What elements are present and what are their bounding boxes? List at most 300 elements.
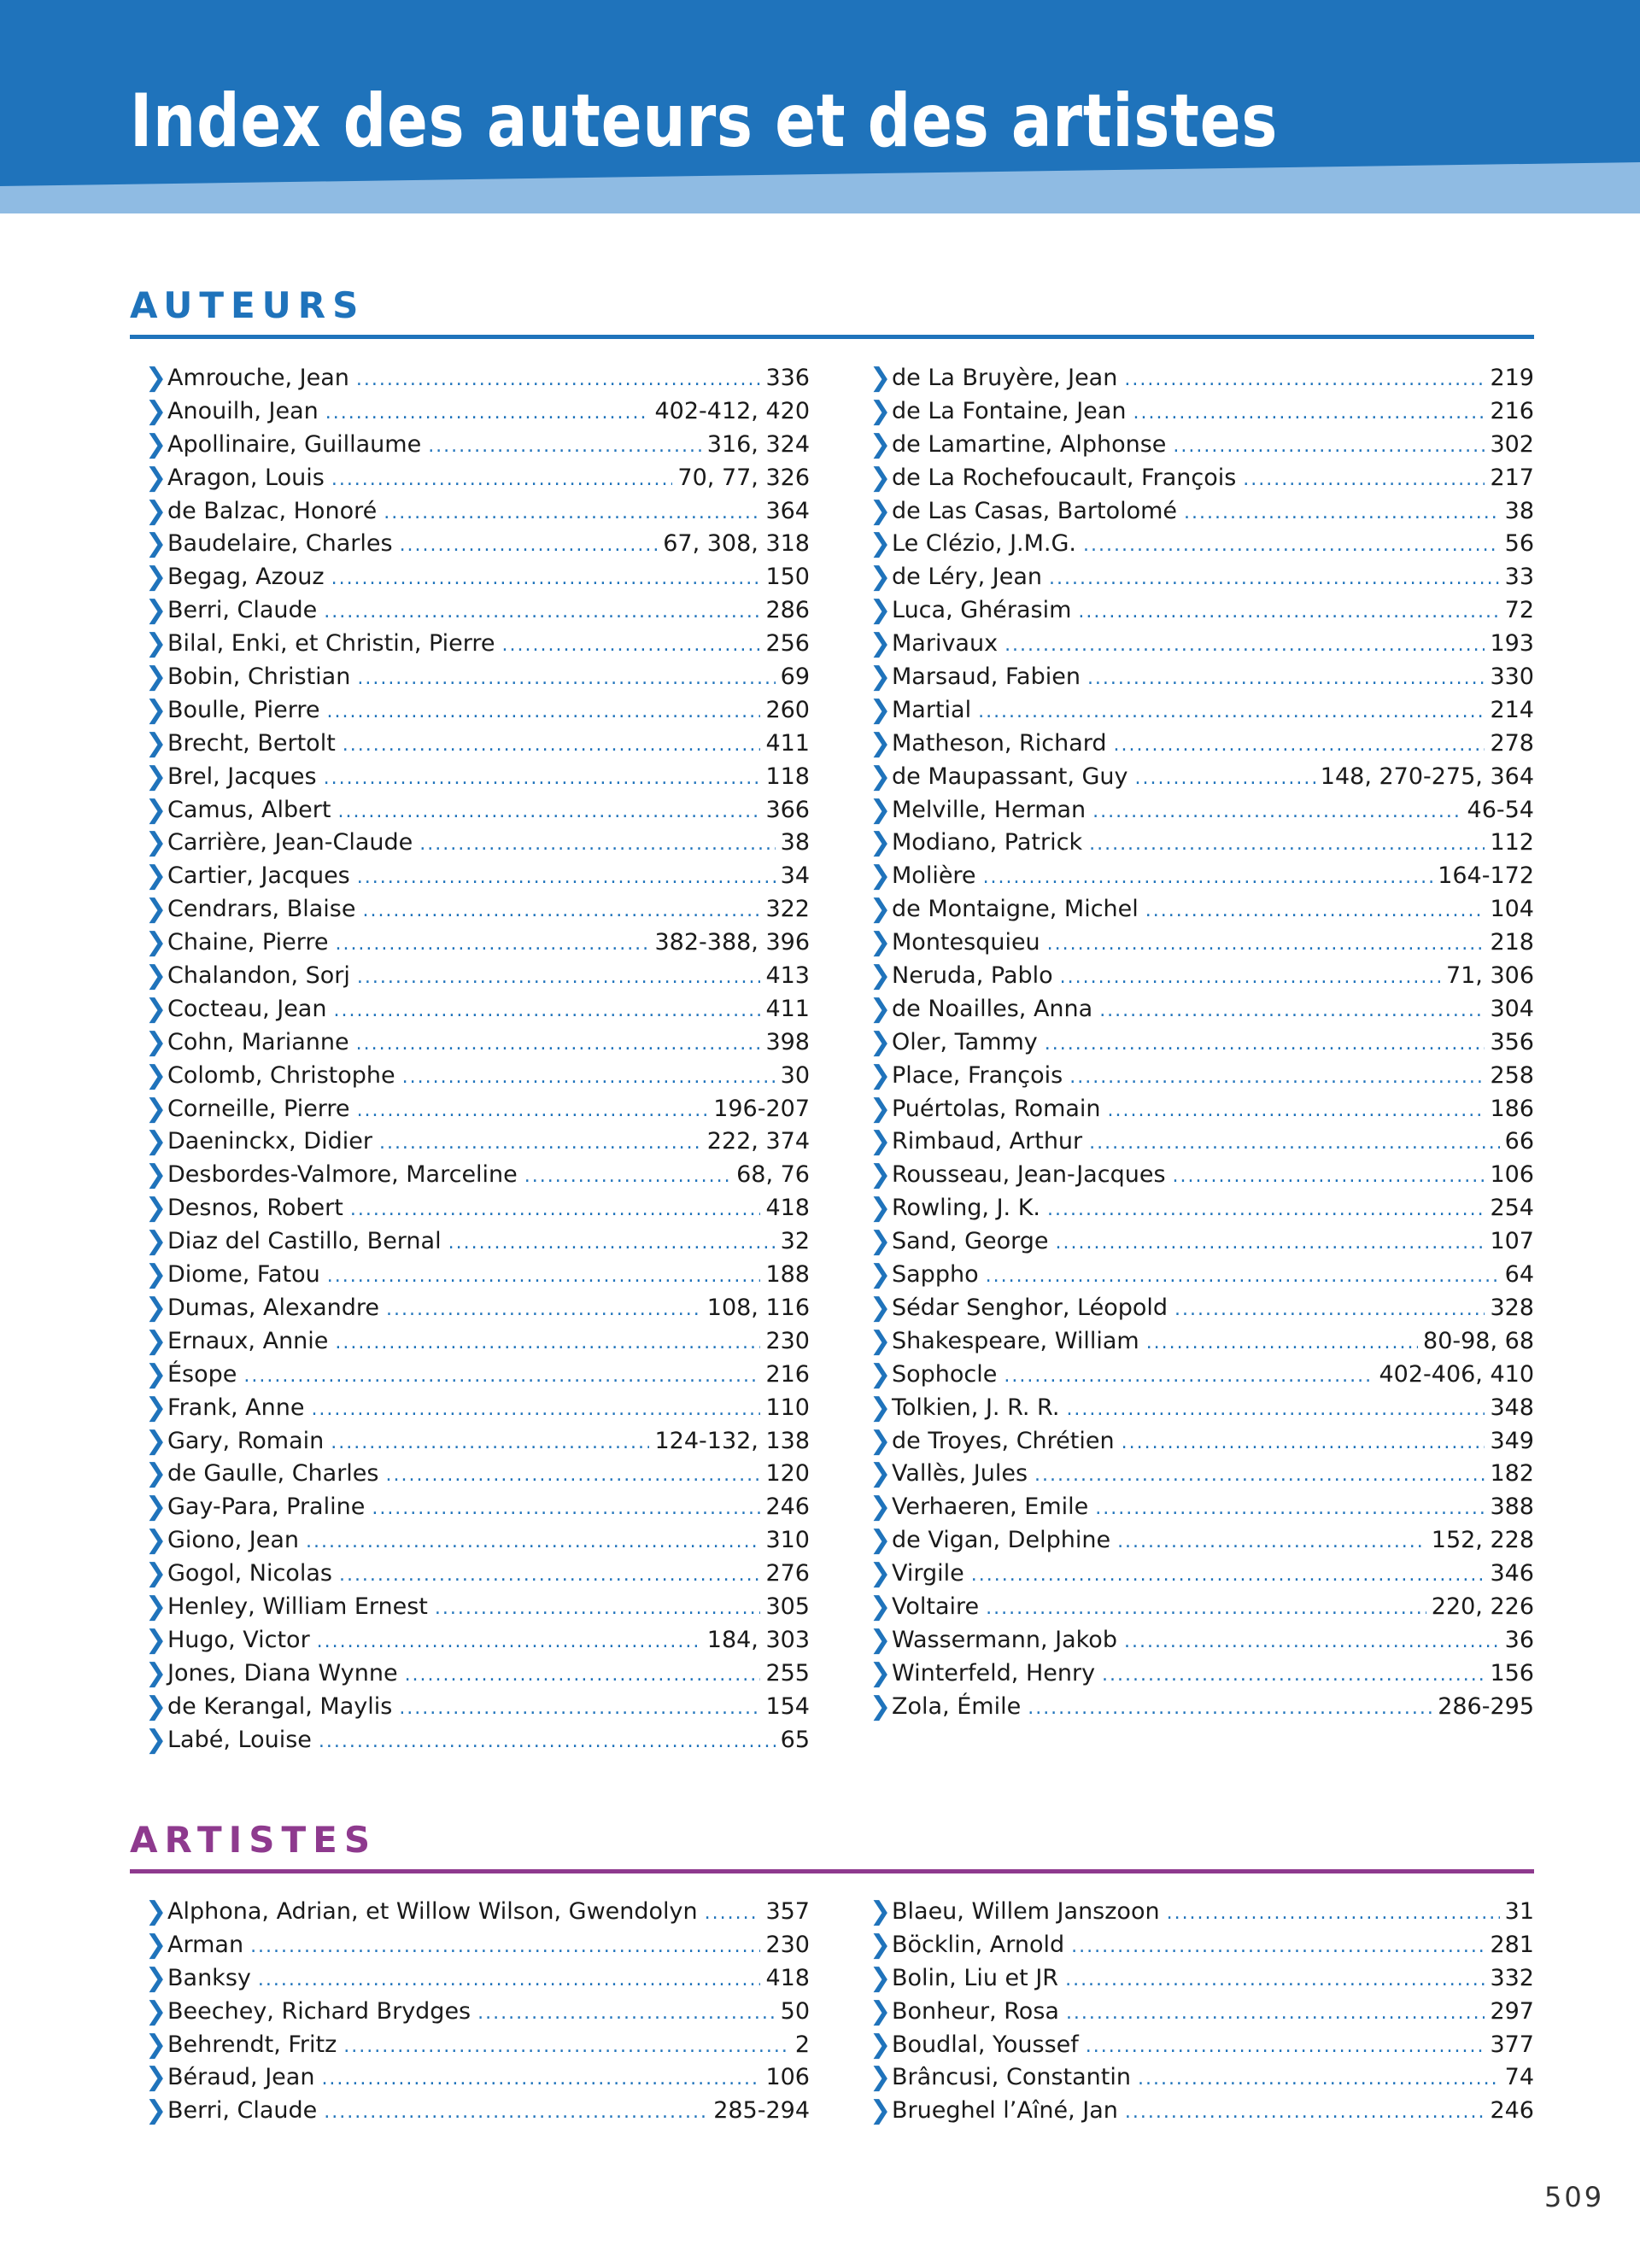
dot-leader xyxy=(357,1095,709,1126)
index-entry-row xyxy=(167,1657,810,1691)
entry-name: Ésope xyxy=(167,1360,237,1388)
entry-name: Blaeu, Willem Janszoon xyxy=(892,1898,1160,1925)
dot-leader xyxy=(1099,995,1485,1026)
chevron-right-icon: ❯ xyxy=(870,1525,892,1556)
index-entry xyxy=(854,2029,1534,2062)
chevron-right-icon: ❯ xyxy=(870,1060,892,1090)
index-entry-row xyxy=(892,661,1534,694)
index-entry xyxy=(854,429,1534,462)
entry-pages: 411 xyxy=(765,995,810,1022)
entry-name: Molière xyxy=(892,862,976,890)
index-entry-row xyxy=(167,1392,810,1425)
chevron-right-icon: ❯ xyxy=(870,1126,892,1157)
index-entry-row xyxy=(167,2061,810,2095)
index-entry-row xyxy=(892,1558,1534,1591)
chevron-right-icon: ❯ xyxy=(870,1160,892,1190)
index-entry-row xyxy=(167,1558,810,1591)
entry-pages: 411 xyxy=(765,729,810,757)
entry-pages: 256 xyxy=(765,630,810,658)
entry-pages: 148, 270-275, 364 xyxy=(1320,763,1534,790)
entry-pages: 74 xyxy=(1504,2064,1534,2091)
chevron-right-icon: ❯ xyxy=(870,1193,892,1224)
dot-leader xyxy=(386,1294,702,1325)
entry-pages: 230 xyxy=(765,1327,810,1354)
entry-name: Bobin, Christian xyxy=(167,663,351,691)
entry-name: Behrendt, Fritz xyxy=(167,2031,337,2058)
chevron-right-icon: ❯ xyxy=(145,1624,167,1655)
index-entry xyxy=(130,761,810,794)
index-entry-row xyxy=(892,1896,1534,1929)
index-entry-row xyxy=(167,594,810,628)
dot-leader xyxy=(1066,1394,1485,1425)
entry-name: de Kerangal, Maylis xyxy=(167,1692,393,1720)
index-entry-row xyxy=(167,462,810,495)
dot-leader xyxy=(1089,1127,1499,1159)
index-entry-row xyxy=(892,2095,1534,2128)
index-entry-row xyxy=(167,761,810,794)
chevron-right-icon: ❯ xyxy=(145,1292,167,1323)
entry-name: Aragon, Louis xyxy=(167,464,325,491)
entry-name: Begag, Azouz xyxy=(167,564,325,591)
index-entry-row xyxy=(892,1624,1534,1657)
index-entry xyxy=(130,1724,810,1757)
index-entry-row xyxy=(167,1724,810,1757)
index-entry-row xyxy=(167,1691,810,1724)
entry-pages: 305 xyxy=(765,1593,810,1620)
entry-pages: 118 xyxy=(765,763,810,790)
index-entry xyxy=(130,1896,810,1929)
chevron-right-icon: ❯ xyxy=(145,595,167,626)
dot-leader xyxy=(317,1626,702,1657)
index-entry-row xyxy=(892,462,1534,495)
chevron-right-icon: ❯ xyxy=(870,1492,892,1523)
index-entry xyxy=(854,1026,1534,1060)
chevron-right-icon: ❯ xyxy=(145,1026,167,1057)
dot-leader xyxy=(524,1160,731,1192)
chevron-right-icon: ❯ xyxy=(145,1657,167,1688)
index-entry-row xyxy=(892,1292,1534,1325)
chevron-right-icon: ❯ xyxy=(870,761,892,792)
entry-pages: 304 xyxy=(1490,995,1534,1022)
entry-pages: 357 xyxy=(765,1898,810,1925)
index-entry-row xyxy=(167,993,810,1026)
entry-name: Jones, Diana Wynne xyxy=(167,1659,398,1686)
dot-leader xyxy=(357,962,761,993)
dot-leader xyxy=(1184,497,1500,529)
entry-pages: 2 xyxy=(794,2031,810,2058)
dot-leader xyxy=(250,1931,760,1962)
index-entry xyxy=(130,1392,810,1425)
dot-leader xyxy=(327,1260,761,1292)
entry-name: Cocteau, Jean xyxy=(167,995,327,1022)
index-entry xyxy=(854,926,1534,960)
entry-pages: 67, 308, 318 xyxy=(663,530,810,558)
entry-pages: 50 xyxy=(780,1997,810,2025)
entry-name: Montesquieu xyxy=(892,929,1040,956)
chevron-right-icon: ❯ xyxy=(145,1525,167,1556)
index-entry-row xyxy=(892,794,1534,827)
chevron-right-icon: ❯ xyxy=(145,1126,167,1157)
index-entry xyxy=(130,1325,810,1359)
chevron-right-icon: ❯ xyxy=(145,861,167,891)
entry-pages: 364 xyxy=(765,497,810,524)
index-entry xyxy=(130,794,810,827)
dot-leader xyxy=(986,1593,1426,1624)
index-entry xyxy=(854,462,1534,495)
dot-leader xyxy=(306,1526,760,1558)
entry-pages: 164-172 xyxy=(1438,862,1534,890)
entry-pages: 186 xyxy=(1490,1095,1534,1122)
index-entry-row xyxy=(892,2029,1534,2062)
entry-pages: 33 xyxy=(1504,564,1534,591)
index-entry-row xyxy=(167,926,810,960)
entry-pages: 112 xyxy=(1490,829,1534,856)
chevron-right-icon: ❯ xyxy=(145,1160,167,1190)
entry-pages: 297 xyxy=(1490,1997,1534,2025)
index-entry-row xyxy=(167,860,810,893)
index-entry xyxy=(854,1458,1534,1491)
index-entry-row xyxy=(892,1392,1534,1425)
index-entry xyxy=(130,1591,810,1624)
chevron-right-icon: ❯ xyxy=(870,827,892,858)
dot-leader xyxy=(405,1659,761,1691)
index-entry-row xyxy=(892,1524,1534,1558)
chevron-right-icon: ❯ xyxy=(145,1492,167,1523)
chevron-right-icon: ❯ xyxy=(145,1325,167,1356)
chevron-right-icon: ❯ xyxy=(870,927,892,958)
index-entry-row xyxy=(167,362,810,395)
entry-name: Le Clézio, J.M.G. xyxy=(892,530,1077,558)
dot-leader xyxy=(1045,1028,1485,1060)
index-entry xyxy=(130,1691,810,1724)
entry-name: Beechey, Richard Brydges xyxy=(167,1997,472,2025)
dot-leader xyxy=(311,1394,760,1425)
dot-leader xyxy=(1028,1692,1432,1724)
dot-leader xyxy=(331,563,761,594)
entry-name: de Las Casas, Bartolomé xyxy=(892,497,1178,524)
entry-pages: 348 xyxy=(1490,1394,1534,1421)
index-entry xyxy=(130,893,810,926)
index-entry xyxy=(854,827,1534,860)
entry-name: Böcklin, Arnold xyxy=(892,1931,1065,1958)
index-entry-row xyxy=(167,1325,810,1359)
entry-name: Baudelaire, Charles xyxy=(167,530,393,558)
page-title: Index des auteurs et des artistes xyxy=(130,79,1279,164)
index-entry xyxy=(854,661,1534,694)
entry-name: Béraud, Jean xyxy=(167,2064,315,2091)
dot-leader xyxy=(324,596,760,628)
entry-pages: 332 xyxy=(1490,1964,1534,1991)
chevron-right-icon: ❯ xyxy=(145,761,167,792)
entry-pages: 106 xyxy=(1490,1161,1534,1189)
index-entry-row xyxy=(892,1125,1534,1159)
index-entry xyxy=(130,528,810,561)
entry-name: Henley, William Ernest xyxy=(167,1593,428,1620)
dot-leader xyxy=(1065,1964,1485,1996)
index-entry-row xyxy=(167,1359,810,1392)
index-entry-row xyxy=(167,1225,810,1259)
entry-pages: 222, 374 xyxy=(706,1128,810,1155)
index-entry-row xyxy=(167,1962,810,1996)
index-entry-row xyxy=(892,628,1534,661)
dot-leader xyxy=(1056,1227,1485,1259)
entry-name: Desbordes-Valmore, Marceline xyxy=(167,1161,518,1189)
chevron-right-icon: ❯ xyxy=(870,2096,892,2126)
entry-pages: 65 xyxy=(780,1726,810,1753)
index-entry xyxy=(854,1929,1534,1962)
entry-name: Neruda, Pablo xyxy=(892,962,1053,990)
entry-name: Puértolas, Romain xyxy=(892,1095,1101,1122)
dot-leader xyxy=(357,663,775,694)
entry-pages: 56 xyxy=(1504,530,1534,558)
dot-leader xyxy=(1243,464,1485,495)
entry-pages: 413 xyxy=(765,962,810,990)
entry-name: Colomb, Christophe xyxy=(167,1061,395,1089)
entry-pages: 346 xyxy=(1490,1560,1534,1587)
index-entry xyxy=(130,1259,810,1292)
index-entry-row xyxy=(892,395,1534,429)
dot-leader xyxy=(258,1964,761,1996)
chevron-right-icon: ❯ xyxy=(870,495,892,526)
artistes-list-left xyxy=(130,1896,810,2128)
chevron-right-icon: ❯ xyxy=(870,1425,892,1456)
index-entry xyxy=(130,694,810,728)
index-entry xyxy=(854,395,1534,429)
entry-pages: 110 xyxy=(765,1394,810,1421)
entry-pages: 80-98, 68 xyxy=(1423,1327,1534,1354)
chevron-right-icon: ❯ xyxy=(870,1026,892,1057)
index-entry-row xyxy=(167,2095,810,2128)
index-entry xyxy=(854,1691,1534,1724)
chevron-right-icon: ❯ xyxy=(870,1359,892,1389)
entry-pages: 219 xyxy=(1490,365,1534,391)
entry-name: de La Fontaine, Jean xyxy=(892,397,1127,424)
dot-leader xyxy=(428,430,702,462)
entry-name: Boudlal, Youssef xyxy=(892,2031,1079,2058)
entry-pages: 276 xyxy=(765,1560,810,1587)
index-entry-row xyxy=(167,1292,810,1325)
index-entry xyxy=(130,860,810,893)
index-entry xyxy=(130,1159,810,1192)
dot-leader xyxy=(1125,2096,1485,2128)
entry-pages: 38 xyxy=(780,829,810,856)
index-entry xyxy=(854,1524,1534,1558)
index-entry-row xyxy=(167,395,810,429)
entry-name: de Léry, Jean xyxy=(892,564,1042,591)
chevron-right-icon: ❯ xyxy=(870,794,892,825)
index-entry-row xyxy=(167,1996,810,2029)
entry-name: Arman xyxy=(167,1931,244,1958)
index-entry xyxy=(854,1392,1534,1425)
entry-name: de La Rochefoucault, François xyxy=(892,464,1237,491)
index-entry-row xyxy=(892,2061,1534,2095)
chevron-right-icon: ❯ xyxy=(145,694,167,725)
index-entry xyxy=(854,761,1534,794)
entry-name: Brueghel l’Aîné, Jan xyxy=(892,2097,1118,2125)
chevron-right-icon: ❯ xyxy=(145,1093,167,1124)
chevron-right-icon: ❯ xyxy=(145,529,167,559)
chevron-right-icon: ❯ xyxy=(870,993,892,1024)
index-entry xyxy=(130,362,810,395)
index-entry xyxy=(130,1996,810,2029)
index-entry-row xyxy=(167,1093,810,1126)
index-entry xyxy=(854,1225,1534,1259)
entry-pages: 104 xyxy=(1490,896,1534,923)
index-entry-row xyxy=(892,1962,1534,1996)
index-entry xyxy=(854,1657,1534,1691)
entry-pages: 30 xyxy=(780,1061,810,1089)
entry-pages: 66 xyxy=(1504,1128,1534,1155)
index-entry xyxy=(130,2095,810,2128)
dot-leader xyxy=(331,464,673,495)
dot-leader xyxy=(319,1726,776,1757)
chevron-right-icon: ❯ xyxy=(870,894,892,925)
index-entry xyxy=(854,1491,1534,1524)
entry-name: de Noailles, Anna xyxy=(892,995,1093,1022)
entry-name: Corneille, Pierre xyxy=(167,1095,350,1122)
chevron-right-icon: ❯ xyxy=(870,529,892,559)
entry-pages: 366 xyxy=(765,796,810,823)
entry-pages: 218 xyxy=(1490,929,1534,956)
dot-leader xyxy=(448,1227,776,1259)
entry-name: Sédar Senghor, Léopold xyxy=(892,1294,1168,1321)
chevron-right-icon: ❯ xyxy=(870,1325,892,1356)
index-entry-row xyxy=(892,1159,1534,1192)
dot-leader xyxy=(339,1559,761,1591)
entry-name: Brel, Jacques xyxy=(167,763,317,790)
entry-pages: 36 xyxy=(1504,1626,1534,1653)
chevron-right-icon: ❯ xyxy=(870,1458,892,1489)
index-entry xyxy=(130,1491,810,1524)
entry-pages: 330 xyxy=(1490,663,1534,691)
dot-leader xyxy=(357,862,776,893)
index-entry xyxy=(130,1657,810,1691)
dot-leader xyxy=(978,696,1485,728)
entry-name: Dumas, Alexandre xyxy=(167,1294,379,1321)
dot-leader xyxy=(1047,1194,1485,1225)
index-entry xyxy=(854,960,1534,993)
index-entry-row xyxy=(892,362,1534,395)
dot-leader xyxy=(1133,397,1485,429)
index-entry xyxy=(130,594,810,628)
chevron-right-icon: ❯ xyxy=(870,1591,892,1622)
index-entry xyxy=(130,1962,810,1996)
dot-leader xyxy=(1124,364,1485,395)
dot-leader xyxy=(1102,1659,1485,1691)
entry-pages: 356 xyxy=(1490,1028,1534,1055)
chevron-right-icon: ❯ xyxy=(145,1591,167,1622)
chevron-right-icon: ❯ xyxy=(145,562,167,593)
chevron-right-icon: ❯ xyxy=(145,1558,167,1589)
entry-pages: 38 xyxy=(1504,497,1534,524)
entry-pages: 336 xyxy=(765,365,810,391)
index-entry-row xyxy=(892,1425,1534,1458)
dot-leader xyxy=(1083,529,1500,561)
chevron-right-icon: ❯ xyxy=(870,1962,892,1993)
entry-name: de Troyes, Chrétien xyxy=(892,1427,1115,1454)
dot-leader xyxy=(337,796,760,827)
index-entry xyxy=(130,429,810,462)
index-entry xyxy=(854,1425,1534,1458)
entry-name: Alphona, Adrian, et Willow Wilson, Gwendolyn xyxy=(167,1898,698,1925)
index-entry xyxy=(130,827,810,860)
dot-leader xyxy=(335,1327,760,1359)
entry-name: de Balzac, Honoré xyxy=(167,497,378,524)
index-entry xyxy=(854,1591,1534,1624)
entry-pages: 106 xyxy=(765,2064,810,2091)
dot-leader xyxy=(419,828,775,860)
entry-name: de Maupassant, Guy xyxy=(892,763,1128,790)
chevron-right-icon: ❯ xyxy=(145,1060,167,1090)
index-entry xyxy=(130,661,810,694)
dot-leader xyxy=(324,2096,708,2128)
section-heading-auteurs: AUTEURS xyxy=(130,284,1534,339)
chevron-right-icon: ❯ xyxy=(870,1558,892,1589)
dot-leader xyxy=(1173,1160,1485,1192)
index-entry xyxy=(130,395,810,429)
index-entry xyxy=(130,1458,810,1491)
dot-leader xyxy=(1034,1459,1485,1491)
entry-name: Daeninckx, Didier xyxy=(167,1128,372,1155)
index-entry-row xyxy=(167,1896,810,1929)
index-entry-row xyxy=(892,1026,1534,1060)
index-entry-row xyxy=(892,827,1534,860)
index-entry xyxy=(854,628,1534,661)
entry-pages: 322 xyxy=(765,896,810,923)
index-entry-row xyxy=(892,528,1534,561)
index-entry-row xyxy=(892,1996,1534,2029)
dot-leader xyxy=(1049,563,1500,594)
entry-pages: 196-207 xyxy=(713,1095,810,1122)
entry-name: Bolin, Liu et JR xyxy=(892,1964,1059,1991)
entry-pages: 349 xyxy=(1490,1427,1534,1454)
index-entry-row xyxy=(167,1060,810,1093)
entry-pages: 254 xyxy=(1490,1195,1534,1222)
chevron-right-icon: ❯ xyxy=(870,429,892,459)
dot-leader xyxy=(1092,796,1461,827)
index-entry xyxy=(130,2029,810,2062)
chevron-right-icon: ❯ xyxy=(145,1962,167,1993)
entry-name: Labé, Louise xyxy=(167,1726,312,1753)
dot-leader xyxy=(1135,763,1315,794)
chevron-right-icon: ❯ xyxy=(145,2096,167,2126)
entry-pages: 150 xyxy=(765,564,810,591)
entry-pages: 278 xyxy=(1490,729,1534,757)
entry-pages: 402-406, 410 xyxy=(1379,1360,1534,1388)
entry-pages: 156 xyxy=(1490,1659,1534,1686)
dot-leader xyxy=(1124,1626,1500,1657)
dot-leader xyxy=(385,1459,760,1491)
index-entry-row xyxy=(167,2029,810,2062)
dot-leader xyxy=(400,529,659,561)
chevron-right-icon: ❯ xyxy=(145,827,167,858)
chevron-right-icon: ❯ xyxy=(870,1260,892,1290)
index-entry xyxy=(854,495,1534,529)
chevron-right-icon: ❯ xyxy=(145,1193,167,1224)
entry-pages: 184, 303 xyxy=(706,1626,810,1653)
entry-name: Modiano, Patrick xyxy=(892,829,1083,856)
entry-name: Gary, Romain xyxy=(167,1427,325,1454)
index-entry-row xyxy=(892,1225,1534,1259)
chevron-right-icon: ❯ xyxy=(145,1392,167,1423)
entry-pages: 398 xyxy=(765,1028,810,1055)
entry-name: Banksy xyxy=(167,1964,251,1991)
chevron-right-icon: ❯ xyxy=(145,1897,167,1926)
chevron-right-icon: ❯ xyxy=(145,961,167,991)
entry-pages: 230 xyxy=(765,1931,810,1958)
index-entry-row xyxy=(892,1192,1534,1225)
chevron-right-icon: ❯ xyxy=(145,429,167,459)
